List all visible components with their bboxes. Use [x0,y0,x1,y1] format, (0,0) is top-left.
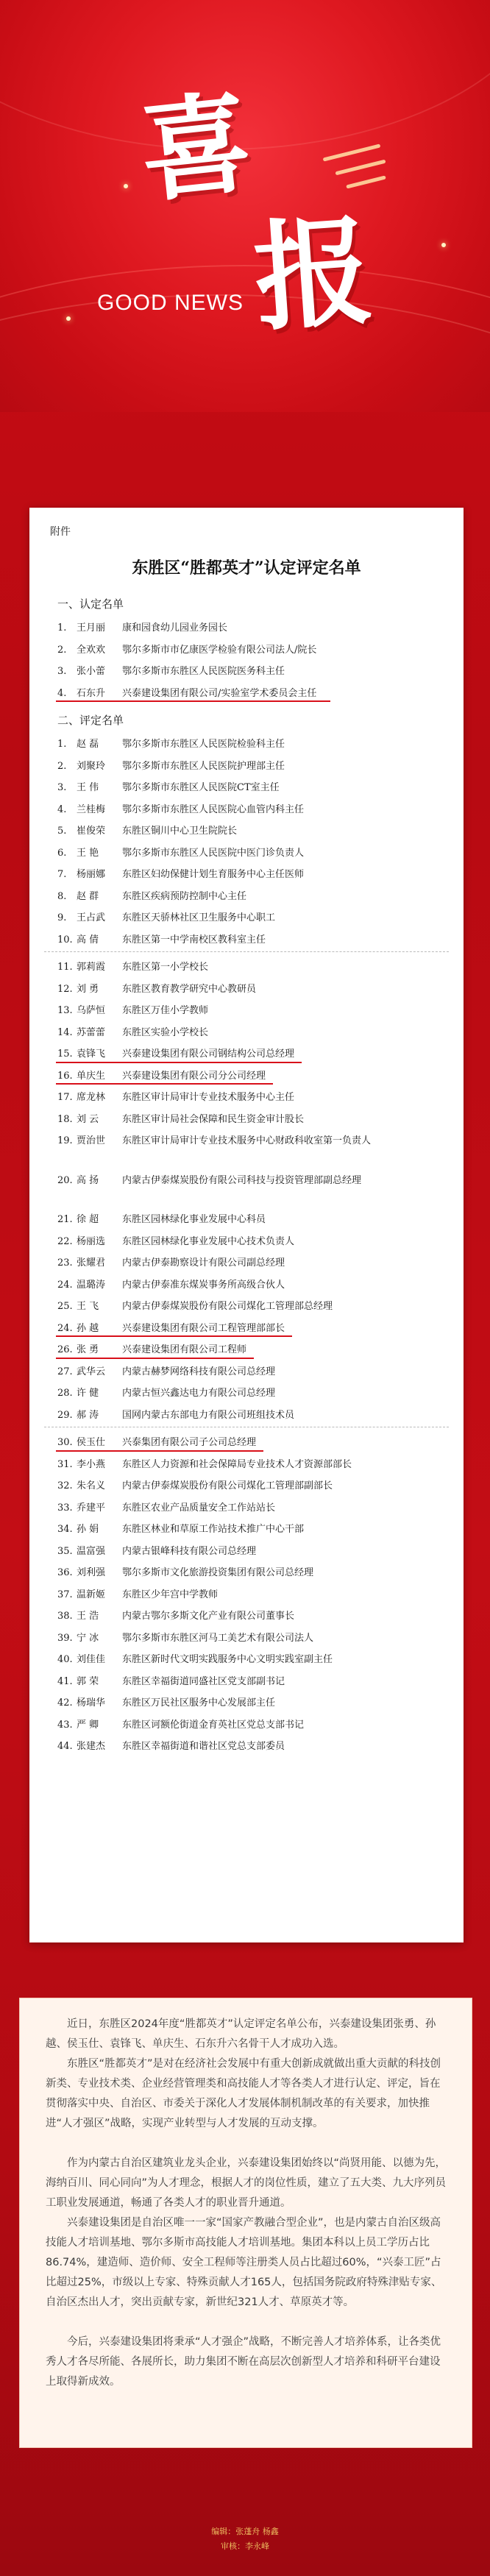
sparkle [66,316,71,321]
list-item [57,758,440,772]
person-name: 温富强 [77,1545,106,1557]
work-unit: 鄂尔多斯市东胜区河马工美艺术有限公司法人 [122,1632,314,1644]
item-number: 41. [57,1675,73,1687]
highlight-underline [56,700,330,702]
work-unit: 东胜区天骄林社区卫生服务中心职工 [122,912,276,923]
brush-stroke [323,143,381,161]
work-unit: 东胜区园林绿化事业发展中心技术负责人 [122,1235,295,1247]
item-number: 23. [57,1257,73,1269]
banner-title-xi: 喜 [134,77,258,219]
person-name: 乔建平 [77,1502,106,1514]
editor-credit: 编辑：张蓬舟 杨鑫 [211,2527,279,2536]
article-paragraph: 今后，兴泰建设集团将秉承“人才强企”战略，不断完善人才培养体系，让各类优秀人才各尽所能、各展所长，助力集团不断在高层次创新型人才培养和科研平台建设上取得新成效。 [46,2336,441,2388]
list-item [57,981,440,995]
list-item [57,1500,440,1514]
work-unit: 鄂尔多斯市东胜区人民医院心血管内科主任 [122,803,305,815]
list-item [57,1111,440,1125]
item-number: 31. [57,1458,73,1470]
item-number: 32. [57,1480,73,1491]
person-name: 温璐涛 [77,1279,106,1291]
work-unit: 内蒙古赫梦网络科技有限公司总经理 [122,1366,276,1377]
work-unit: 内蒙古伊泰准东煤炭事务所高级合伙人 [122,1279,285,1291]
work-unit: 东胜区实验小学校长 [122,1026,209,1038]
section-heading: 一、认定名单 [57,597,124,611]
list-item [57,736,440,750]
list-item [57,1046,440,1060]
person-name: 侯玉仕 [77,1437,106,1448]
sparkle [441,243,446,247]
list-item [57,1211,440,1225]
person-name: 李小燕 [77,1458,106,1470]
list-item [57,620,440,634]
item-number: 38. [57,1611,73,1622]
work-unit: 东胜区诃额伦街道金育英社区党总支部书记 [122,1719,305,1731]
item-number: 7. [57,869,67,880]
item-number: 43. [57,1719,73,1731]
item-number: 5. [57,826,67,837]
list-item [57,1385,440,1399]
list-item [57,779,440,793]
person-name: 乌萨恒 [77,1005,106,1016]
work-unit: 鄂尔多斯市东胜区人民医院CT室主任 [122,782,280,793]
person-name: 孙 娟 [77,1524,99,1535]
list-item [57,959,440,973]
person-name: 刘 勇 [77,983,99,995]
item-number: 36. [57,1567,73,1578]
item-number: 2. [57,644,67,656]
list-item [57,1172,440,1190]
item-number: 33. [57,1502,73,1514]
person-name: 石东升 [77,687,106,699]
highlight-underline [56,1083,273,1085]
person-name: 孙 越 [77,1322,99,1334]
person-name: 兰桂梅 [77,803,106,815]
list-item [57,1738,440,1752]
item-number: 37. [57,1589,73,1600]
person-name: 张耀君 [77,1257,106,1269]
list-item [57,1564,440,1578]
list-item [57,1255,440,1269]
list-item [57,1298,440,1312]
page-break-divider [44,951,449,952]
list-item [57,685,440,699]
highlight-underline [56,1062,302,1063]
item-number: 2. [57,760,67,772]
list-item [57,1673,440,1687]
list-item [57,1651,440,1665]
person-name: 武华云 [77,1366,106,1377]
person-name: 杨瑞华 [77,1697,106,1709]
list-item [57,1341,440,1355]
item-number: 9. [57,912,67,923]
header-banner [0,0,490,412]
work-unit: 鄂尔多斯市市亿康医学检验有限公司法人/院长 [122,644,317,656]
highlight-underline [56,1450,263,1452]
person-name: 郭 荣 [77,1675,99,1687]
list-item [57,1695,440,1709]
list-item [57,823,440,837]
list-item [57,909,440,923]
list-item [57,1586,440,1600]
item-number: 34. [57,1524,73,1535]
person-name: 张小蕾 [77,666,106,677]
item-number: 20. [57,1174,73,1186]
work-unit: 鄂尔多斯市东胜区人民医院护理部主任 [122,760,285,772]
item-number: 30. [57,1437,73,1448]
work-unit: 东胜区人力资源和社会保障局专业技术人才资源部部长 [122,1458,352,1470]
work-unit: 兴泰建设集团有限公司分公司经理 [122,1070,266,1082]
list-item [57,1717,440,1731]
work-unit: 兴泰建设集团有限公司工程管理部部长 [122,1322,285,1334]
work-unit: 东胜区农业产品质量安全工作站站长 [122,1502,276,1514]
list-item [57,1068,440,1082]
person-name: 袁锋飞 [77,1049,106,1060]
item-number: 19. [57,1135,73,1146]
person-name: 张 勇 [77,1344,99,1355]
person-name: 贾治世 [77,1135,106,1146]
list-item [57,1630,440,1644]
item-number: 18. [57,1113,73,1125]
item-number: 16. [57,1070,73,1082]
person-name: 王 浩 [77,1611,99,1622]
work-unit: 东胜区少年宫中学教师 [122,1589,219,1600]
item-number: 4. [57,687,67,699]
item-number: 27. [57,1366,73,1377]
person-name: 严 卿 [77,1719,99,1731]
item-number: 12. [57,983,73,995]
document-title: 东胜区“胜都英才”认定评定名单 [132,558,361,578]
list-item [57,1363,440,1377]
work-unit: 东胜区铜川中心卫生院院长 [122,826,238,837]
list-item [57,1608,440,1622]
person-name: 单庆生 [77,1070,106,1082]
person-name: 朱名义 [77,1480,106,1491]
item-number: 39. [57,1632,73,1644]
person-name: 席龙林 [77,1092,106,1103]
list-item [57,1132,440,1150]
banner-title-bao: 报 [249,201,377,348]
person-name: 郝 涛 [77,1409,99,1421]
work-unit: 东胜区教育教学研究中心教研员 [122,983,257,995]
item-number: 6. [57,847,67,859]
work-unit: 兴泰建设集团有限公司钢结构公司总经理 [122,1049,295,1060]
work-unit: 兴泰建设集团有限公司工程师 [122,1344,247,1355]
item-number: 15. [57,1049,73,1060]
person-name: 苏蕾蕾 [77,1026,106,1038]
article-paragraph: 兴泰建设集团是自治区唯一一家“国家产教融合型企业”，也是内蒙古自治区级高技能人才培训基地、鄂尔多斯市高技能人才培训基地。集团本科以上员工学历占比86.74%，建造师、造价师、安全工程师等注册类人员占比超过60%，“兴泰工匠”占比超过25%，市级以上专家、特殊贡献人才165人，包括国务院政府特殊津贴专家、自治区杰出人才，突出贡献专家，新世纪321人才、草原英才等。 [46,2217,442,2308]
item-number: 42. [57,1697,73,1709]
list-item [57,1407,440,1421]
person-name: 刘佳佳 [77,1654,106,1665]
item-number: 14. [57,1026,73,1038]
item-number: 44. [57,1741,73,1752]
work-unit: 内蒙古伊泰勘察设计有限公司副总经理 [122,1257,285,1269]
person-name: 赵 磊 [77,739,99,750]
reviewer-credit: 审核：李永峰 [221,2541,269,2551]
item-number: 3. [57,666,67,677]
work-unit: 鄂尔多斯市东胜区人民医院医务科主任 [122,666,285,677]
item-number: 4. [57,803,67,815]
person-name: 王 艳 [77,847,99,859]
work-unit: 东胜区第一小学校长 [122,962,209,973]
item-number: 3. [57,782,67,793]
person-name: 徐 超 [77,1214,99,1225]
item-number: 21. [57,1214,73,1225]
list-item [57,663,440,677]
highlight-underline [56,1358,254,1359]
person-name: 王 飞 [77,1301,99,1312]
work-unit: 东胜区妇幼保健计划生育服务中心主任医师 [122,869,305,880]
highlight-underline [56,1335,292,1337]
list-item [57,1277,440,1291]
list-item [57,932,440,945]
list-item [57,866,440,880]
sparkle [124,184,128,188]
work-unit: 内蒙古伊泰煤炭股份有限公司煤化工管理部副部长 [122,1480,333,1491]
person-name: 刘聚玲 [77,760,106,772]
person-name: 王月丽 [77,622,106,634]
work-unit: 东胜区万民社区服务中心发展部主任 [122,1697,276,1709]
person-name: 王占武 [77,912,106,923]
item-number: 29. [57,1409,73,1421]
item-number: 22. [57,1235,73,1247]
item-number: 28. [57,1388,73,1399]
item-number: 1. [57,622,67,634]
work-unit: 东胜区林业和草原工作站技术推广中心干部 [122,1524,305,1535]
person-name: 宁 冰 [77,1632,99,1644]
work-unit: 内蒙古伊泰煤炭股份有限公司科技与投资管理部副总经理 [122,1174,362,1186]
work-unit: 东胜区园林绿化事业发展中心科员 [122,1214,266,1225]
list-item [57,642,440,656]
person-name: 刘利强 [77,1567,106,1578]
list-item [57,1002,440,1016]
item-number: 8. [57,890,67,902]
person-name: 赵 群 [77,890,99,902]
brush-stroke [335,160,386,176]
work-unit: 鄂尔多斯市东胜区人民医院中医门诊负责人 [122,847,305,859]
person-name: 高 扬 [77,1174,99,1186]
attachment-label: 附件 [50,526,71,538]
work-unit: 东胜区审计局审计专业技术服务中心主任 [122,1092,295,1103]
item-number: 26. [57,1344,73,1355]
person-name: 张建杰 [77,1741,106,1752]
item-number: 17. [57,1092,73,1103]
person-name: 杨丽选 [77,1235,106,1247]
person-name: 高 倩 [77,934,99,945]
person-name: 郭莉霞 [77,962,106,973]
work-unit: 兴泰建设集团有限公司/实验室学术委员会主任 [122,687,317,699]
person-name: 温新姬 [77,1589,106,1600]
person-name: 全欢欢 [77,644,106,656]
work-unit: 鄂尔多斯市文化旅游投资集团有限公司总经理 [122,1567,314,1578]
good-news-label: GOOD NEWS [97,291,244,315]
work-unit: 鄂尔多斯市东胜区人民医院检验科主任 [122,739,285,750]
item-number: 25. [57,1301,73,1312]
article-paragraph: 东胜区“胜都英才”是对在经济社会发展中有重大创新成就做出重大贡献的科技创新类、专业技术类、企业经营管理类和高技能人才等各类人才进行认定、评定，旨在贯彻落实中央、自治区、市委关于深化人才发展体制机制改革的有关要求，加快推进“人才强区”战略，实现产业转型与人才发展的互动支撑。 [46,2058,441,2129]
list-item [57,1456,440,1470]
list-item [57,1434,440,1448]
list-item [57,1477,440,1491]
work-unit: 东胜区疾病预防控制中心主任 [122,890,247,902]
list-item [57,1089,440,1103]
item-number: 10. [57,934,73,945]
work-unit: 东胜区审计局社会保障和民生资金审计股长 [122,1113,305,1125]
list-item [57,1233,440,1247]
item-number: 13. [57,1005,73,1016]
item-number: 24. [57,1322,73,1334]
list-item [57,1521,440,1535]
work-unit: 兴泰集团有限公司子公司总经理 [122,1437,257,1448]
person-name: 崔俊荣 [77,826,106,837]
work-unit: 内蒙古伊泰煤炭股份有限公司煤化工管理部总经理 [122,1301,333,1312]
list-item [57,1320,440,1334]
list-item [57,888,440,902]
item-number: 1. [57,739,67,750]
work-unit: 东胜区万佳小学教师 [122,1005,209,1016]
section-heading: 二、评定名单 [57,714,124,727]
work-unit: 东胜区新时代文明实践服务中心文明实践室副主任 [122,1654,333,1665]
work-unit: 内蒙古银峰科技有限公司总经理 [122,1545,257,1557]
work-unit: 东胜区幸福街道和谐社区党总支部委员 [122,1741,285,1752]
item-number: 11. [57,962,73,973]
work-unit: 内蒙古恒兴鑫达电力有限公司总经理 [122,1388,276,1399]
article-paragraph: 作为内蒙古自治区建筑业龙头企业，兴泰建设集团始终以“尚贤用能、以德为先，海纳百川、同心同向”为人才理念，根据人才的岗位性质，建立了五大类、九大序列员工职业发展通道，畅通了各类人才的职业晋升通道。 [46,2157,447,2209]
person-name: 杨丽娜 [77,869,106,880]
person-name: 许 健 [77,1388,99,1399]
list-item [57,1024,440,1038]
item-number: 24. [57,1279,73,1291]
work-unit: 内蒙古鄂尔多斯文化产业有限公司董事长 [122,1611,295,1622]
item-number: 35. [57,1545,73,1557]
work-unit: 东胜区幸福街道同盛社区党支部副书记 [122,1675,285,1687]
item-number: 40. [57,1654,73,1665]
person-name: 王 伟 [77,782,99,793]
article-paragraph: 近日，东胜区2024年度“胜都英才”认定评定名单公布，兴泰建设集团张勇、孙越、侯玉仕、袁锋飞、单庆生、石东升六名骨干人才成功入选。 [46,2018,436,2050]
work-unit: 国网内蒙古东部电力有限公司班组技术员 [122,1409,295,1421]
work-unit: 康和园食幼儿园业务园长 [122,622,228,634]
list-item [57,845,440,859]
list-item [57,1543,440,1557]
work-unit: 东胜区第一中学南校区教科室主任 [122,934,266,945]
work-unit: 东胜区审计局审计专业技术服务中心财政科收室第一负责人 [122,1135,372,1146]
person-name: 刘 云 [77,1113,99,1125]
list-item [57,801,440,815]
